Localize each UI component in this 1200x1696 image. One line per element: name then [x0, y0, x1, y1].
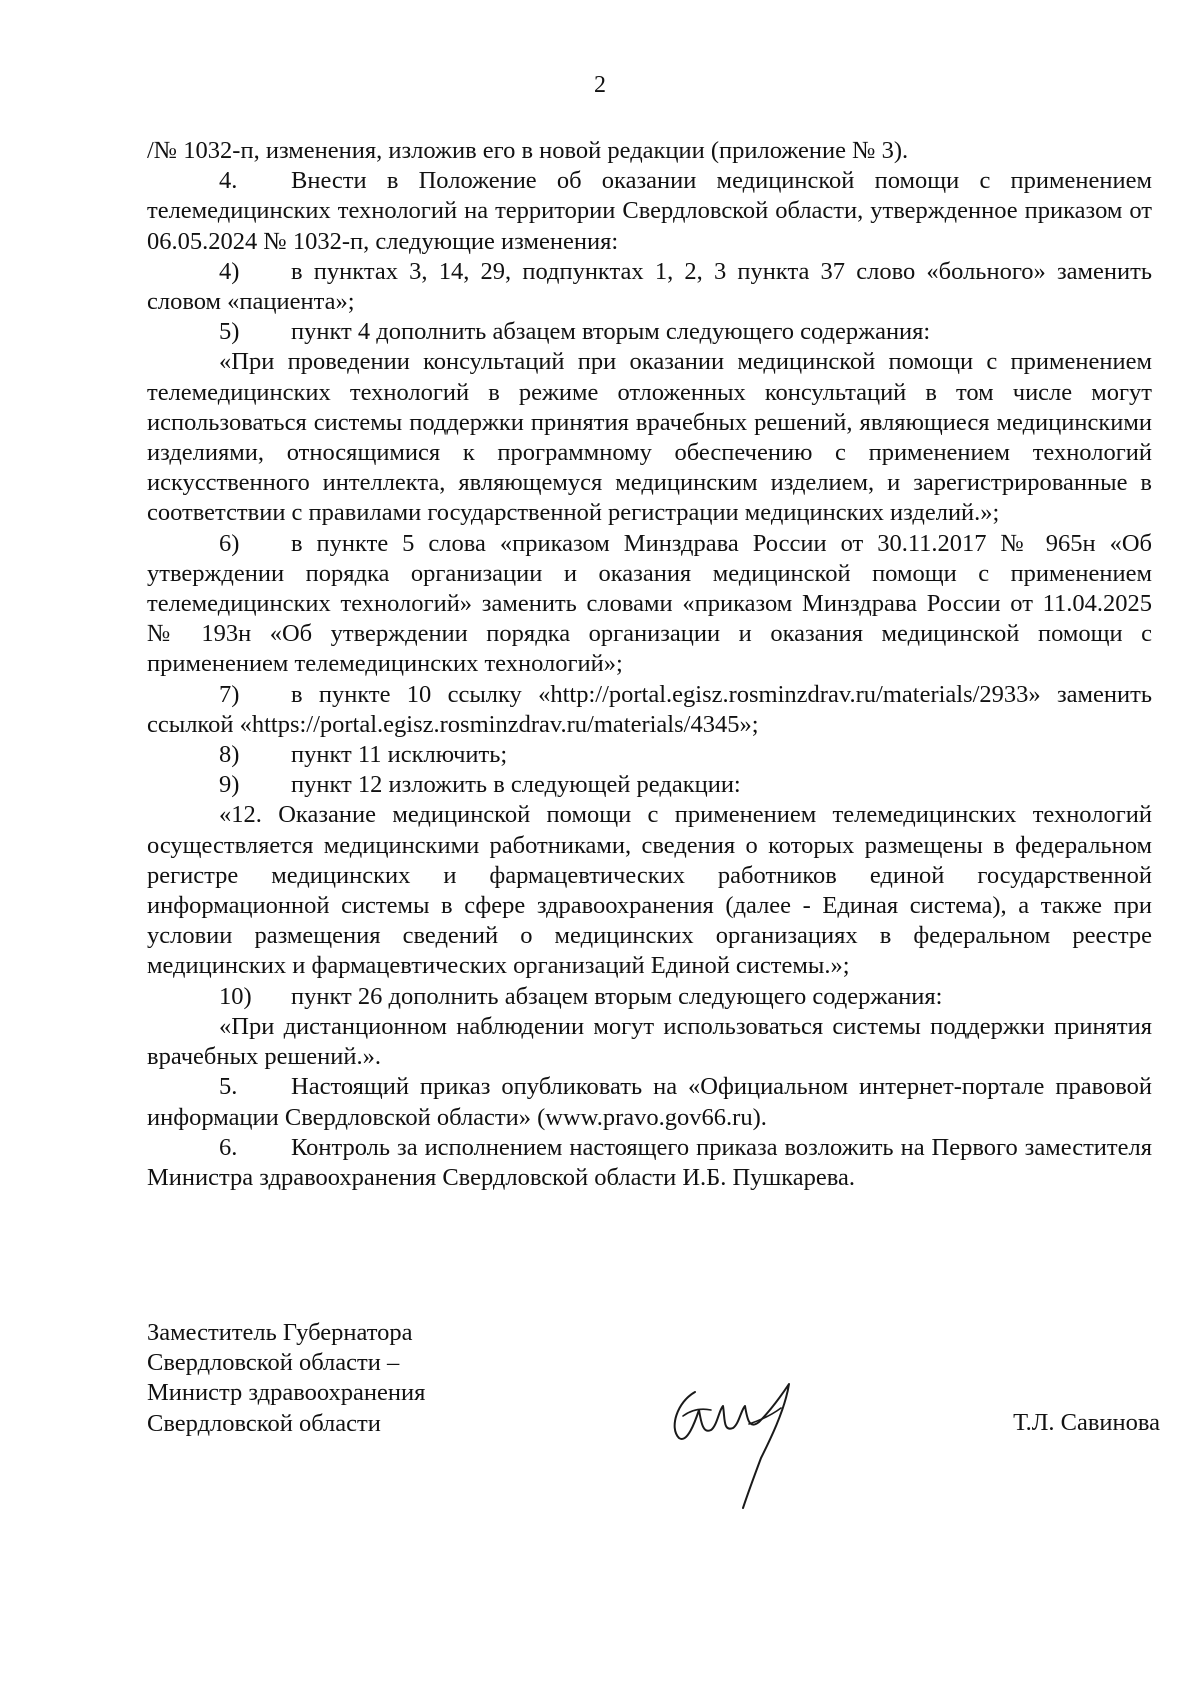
subitem-5: [147, 317, 1152, 347]
subitem-7: [147, 680, 1152, 740]
quoted-paragraph: [147, 347, 1152, 528]
item-number: 10): [219, 982, 252, 1010]
quoted-paragraph: [147, 800, 1152, 981]
signatory-title-line: Свердловской области: [147, 1409, 381, 1437]
paragraph-text: «При дистанционном наблюдении могут использоваться системы поддержки принятия врачебных решений.».: [147, 1012, 1152, 1071]
page-number: 2: [594, 72, 606, 98]
item-number: 6.: [219, 1133, 238, 1161]
paragraph-text: пункт 12 изложить в следующей редакции:: [291, 771, 741, 799]
subitem-6: [147, 529, 1152, 680]
paragraph-text: пункт 26 дополнить абзацем вторым следующего содержания:: [291, 982, 943, 1010]
paragraph-continuation: [147, 136, 1152, 166]
document-body: [147, 136, 1152, 1193]
item-number: 4.: [219, 167, 238, 195]
paragraph-text: «При проведении консультаций при оказании медицинской помощи с применением телемедицинских технологий в режиме отложенных консультаций в том числе могут использоваться системы поддержки принятия врачебных решений, являющиеся медицинскими изделиями, относящимися к программному обеспечению с применением технологий искусственного интеллекта, являющемуся медицинским изделием, и зарегистрированные в соответствии с правилами государственной регистрации медицинских изделий.»;: [147, 348, 1152, 527]
subitem-4: [147, 257, 1152, 317]
signatory-title: [147, 1318, 425, 1439]
item-number: 5.: [219, 1073, 238, 1101]
subitem-8: [147, 740, 1152, 770]
item-number: 8): [219, 741, 240, 769]
paragraph-text: в пункте 5 слова «приказом Минздрава России от 30.11.2017 № 965н «Об утверждении порядка организации и оказания медицинской помощи с применением телемедицинских технологий» заменить словами «приказом Минздрава России от 11.04.2025 № 193н «Об утверждении порядка организации и оказания медицинской помощи с применением телемедицинских технологий»;: [147, 529, 1152, 678]
paragraph-item-4: [147, 166, 1152, 257]
paragraph-text: пункт 11 исключить;: [291, 741, 508, 769]
signatory-title-line: Заместитель Губернатора: [147, 1319, 413, 1346]
item-number: 4): [219, 257, 240, 285]
paragraph-text: в пункте 10 ссылку «http://portal.egisz.rosminzdrav.ru/materials/2933» заменить ссылкой «https://portal.egisz.rosminzdrav.ru/materials/4345»;: [147, 680, 1152, 738]
paragraph-text: /№ 1032-п, изменения, изложив его в новой редакции (приложение № 3).: [147, 137, 909, 164]
signatory-title-line: Свердловской области –: [147, 1349, 400, 1377]
item-number: 5): [219, 318, 240, 346]
paragraph-item-5: [147, 1072, 1152, 1132]
item-number: 9): [219, 771, 240, 799]
paragraph-text: в пунктах 3, 14, 29, подпунктах 1, 2, 3 пункта 37 слово «больного» заменить словом «пациента»;: [147, 257, 1152, 316]
paragraph-text: Контроль за исполнением настоящего приказа возложить на Первого заместителя Министра здравоохранения Свердловской области И.Б. Пушкарева.: [147, 1133, 1152, 1191]
signatory-title-line: Министр здравоохранения: [147, 1379, 426, 1407]
item-number: 7): [219, 680, 240, 708]
handwritten-signature: [665, 1370, 815, 1520]
paragraph-item-6: [147, 1133, 1152, 1193]
paragraph-text: пункт 4 дополнить абзацем вторым следующего содержания:: [291, 318, 931, 346]
paragraph-text: «12. Оказание медицинской помощи с применением телемедицинских технологий осуществляется медицинскими работниками, сведения о которых размещены в федеральном регистре медицинских и фармацевтических работников единой государственной информационной системы в сфере здравоохранения (далее - Единая система), а также при условии размещения сведений о медицинских организациях в федеральном реестре медицинских и фармацевтических организаций Единой системы.»;: [147, 801, 1152, 980]
item-number: 6): [219, 529, 240, 557]
signatory-name: Т.Л. Савинова: [1013, 1409, 1160, 1436]
paragraph-text: Внести в Положение об оказании медицинской помощи с применением телемедицинских технологий на территории Свердловской области, утвержденное приказом от 06.05.2024 № 1032-п, следующие изменения:: [147, 167, 1152, 255]
subitem-10: [147, 982, 1152, 1012]
subitem-9: [147, 770, 1152, 800]
paragraph-text: Настоящий приказ опубликовать на «Официальном интернет-портале правовой информации Свердловской области» (www.pravo.gov66.ru).: [147, 1073, 1152, 1131]
quoted-paragraph: [147, 1012, 1152, 1072]
